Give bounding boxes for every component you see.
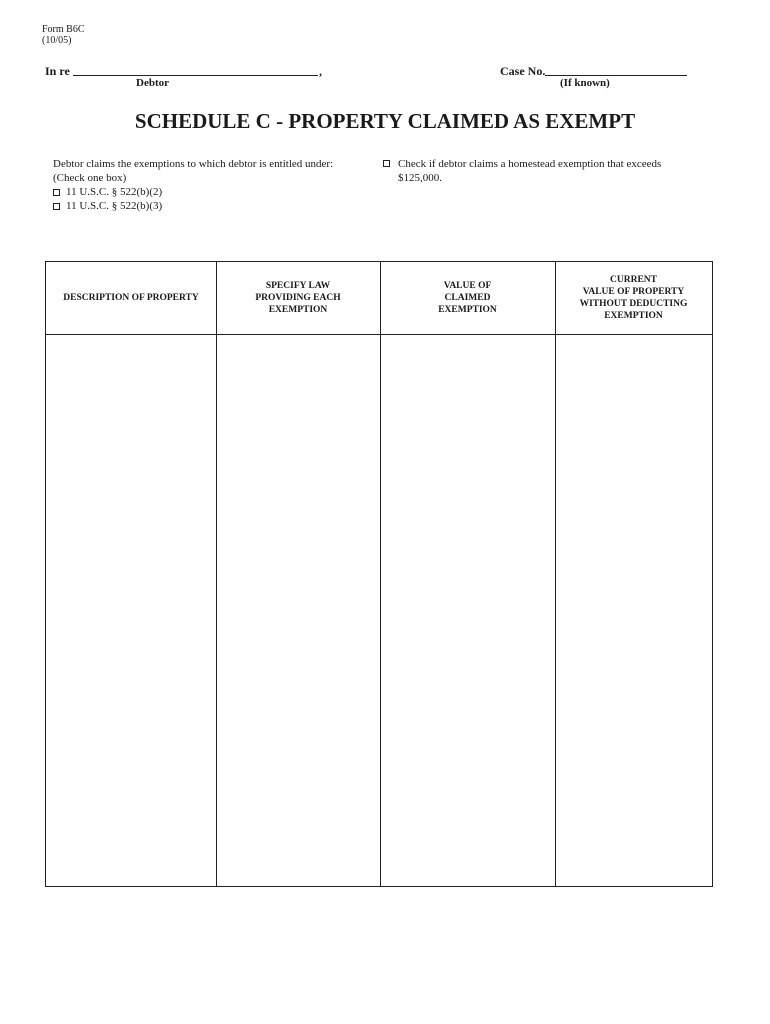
header-description-of-property: DESCRIPTION OF PROPERTY <box>63 293 199 303</box>
in-re-label: In re <box>45 64 70 78</box>
debtor-comma: , <box>319 64 322 78</box>
specify-law-cell[interactable] <box>217 335 380 886</box>
exemption-claims-section <box>53 157 333 213</box>
checkbox-b3[interactable] <box>53 203 60 210</box>
current-value-cell[interactable] <box>556 335 711 886</box>
form-number: Form B6C <box>42 24 85 35</box>
header-current-value: CURRENT VALUE OF PROPERTY WITHOUT DEDUCTING EXEMPTION <box>579 275 688 321</box>
debtor-caption: Debtor <box>136 77 169 89</box>
form-identifier <box>42 24 85 46</box>
exemption-option-b3 <box>53 199 333 213</box>
checkbox-b2[interactable] <box>53 189 60 196</box>
header-specify-law: SPECIFY LAW PROVIDING EACH EXEMPTION <box>255 281 341 315</box>
homestead-checkbox[interactable] <box>383 160 390 167</box>
case-number-field[interactable] <box>545 64 687 76</box>
case-no-label: Case No. <box>500 64 546 78</box>
exemption-option-b2-label: 11 U.S.C. § 522(b)(2) <box>66 186 163 198</box>
homestead-section <box>383 157 698 185</box>
exemption-intro: Debtor claims the exemptions to which debtor is entitled under: <box>53 158 334 170</box>
exemption-option-b2 <box>53 185 333 199</box>
exemption-instruction: (Check one box) <box>53 172 127 184</box>
exemption-option-b3-label: 11 U.S.C. § 522(b)(3) <box>66 200 163 212</box>
description-cell[interactable] <box>46 335 216 886</box>
page-title: SCHEDULE C - PROPERTY CLAIMED AS EXEMPT <box>134 109 636 133</box>
debtor-name-field[interactable] <box>73 64 318 76</box>
exemption-table <box>45 261 713 887</box>
if-known-caption: (If known) <box>560 77 610 89</box>
form-revision: (10/05) <box>42 35 72 46</box>
claimed-exemption-cell[interactable] <box>381 335 555 886</box>
homestead-text: Check if debtor claims a homestead exemption that exceeds $125,000. <box>398 158 662 184</box>
header-value-of-claimed-exemption: VALUE OF CLAIMED EXEMPTION <box>438 281 497 315</box>
